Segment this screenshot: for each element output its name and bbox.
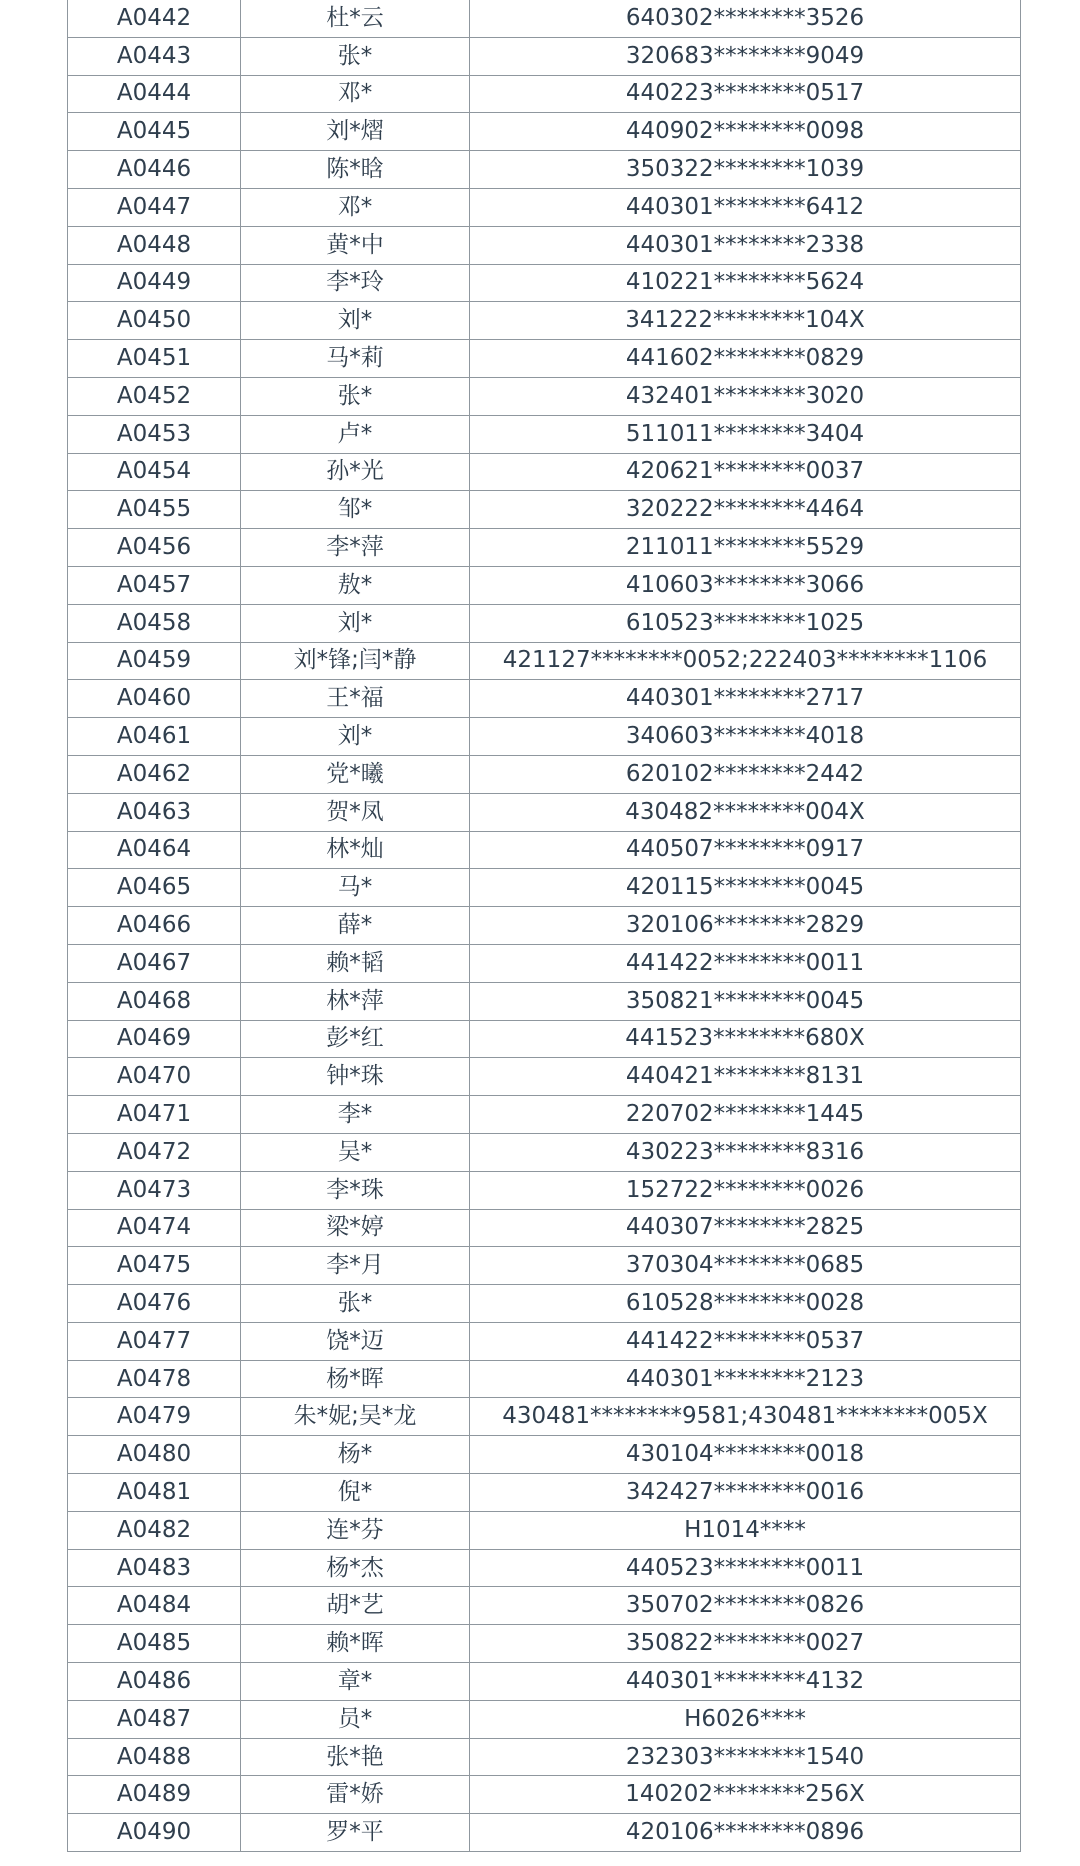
masked-name-cell: 孙*光 <box>241 453 470 491</box>
masked-id-number-cell: 440301********2717 <box>470 680 1021 718</box>
masked-name-cell: 连*芬 <box>241 1511 470 1549</box>
serial-number-cell: A0459 <box>68 642 241 680</box>
table-row <box>68 377 1021 415</box>
table-row <box>68 113 1021 151</box>
serial-number-cell: A0444 <box>68 75 241 113</box>
table-row <box>68 1285 1021 1323</box>
masked-id-number-cell: 440307********2825 <box>470 1209 1021 1247</box>
table-row <box>68 1738 1021 1776</box>
serial-number-cell: A0451 <box>68 340 241 378</box>
masked-name-cell: 李* <box>241 1096 470 1134</box>
masked-name-cell: 钟*珠 <box>241 1058 470 1096</box>
serial-number-cell: A0466 <box>68 907 241 945</box>
masked-id-number-cell: 420106********0896 <box>470 1814 1021 1852</box>
masked-name-cell: 张* <box>241 377 470 415</box>
masked-name-cell: 敖* <box>241 566 470 604</box>
masked-name-cell: 张*艳 <box>241 1738 470 1776</box>
serial-number-cell: A0477 <box>68 1322 241 1360</box>
table-row <box>68 982 1021 1020</box>
table-row <box>68 718 1021 756</box>
serial-number-cell: A0452 <box>68 377 241 415</box>
serial-number-cell: A0449 <box>68 264 241 302</box>
masked-id-number-cell: 640302********3526 <box>470 0 1021 37</box>
serial-number-cell: A0463 <box>68 793 241 831</box>
serial-number-cell: A0475 <box>68 1247 241 1285</box>
serial-number-cell: A0448 <box>68 226 241 264</box>
table-row <box>68 1058 1021 1096</box>
masked-id-number-cell: 320683********9049 <box>470 37 1021 75</box>
serial-number-cell: A0465 <box>68 869 241 907</box>
serial-number-cell: A0456 <box>68 529 241 567</box>
serial-number-cell: A0485 <box>68 1625 241 1663</box>
masked-name-cell: 刘* <box>241 718 470 756</box>
table-row <box>68 1814 1021 1852</box>
serial-number-cell: A0458 <box>68 604 241 642</box>
masked-name-cell: 赖*晖 <box>241 1625 470 1663</box>
masked-name-cell: 李*珠 <box>241 1171 470 1209</box>
masked-name-cell: 贺*凤 <box>241 793 470 831</box>
table-row <box>68 1133 1021 1171</box>
masked-id-number-cell: 440301********4132 <box>470 1663 1021 1701</box>
masked-id-number-cell: 440523********0011 <box>470 1549 1021 1587</box>
table-row <box>68 340 1021 378</box>
masked-name-cell: 薛* <box>241 907 470 945</box>
masked-id-number-cell: H1014**** <box>470 1511 1021 1549</box>
serial-number-cell: A0489 <box>68 1776 241 1814</box>
table-row <box>68 680 1021 718</box>
table-row <box>68 302 1021 340</box>
serial-number-cell: A0479 <box>68 1398 241 1436</box>
table-row <box>68 453 1021 491</box>
masked-name-cell: 员* <box>241 1700 470 1738</box>
applicant-table <box>67 0 1021 1852</box>
masked-name-cell: 刘*熠 <box>241 113 470 151</box>
table-row <box>68 1209 1021 1247</box>
masked-name-cell: 刘* <box>241 302 470 340</box>
serial-number-cell: A0461 <box>68 718 241 756</box>
table-row <box>68 151 1021 189</box>
table-row <box>68 1096 1021 1134</box>
table-row <box>68 1587 1021 1625</box>
serial-number-cell: A0462 <box>68 755 241 793</box>
masked-name-cell: 李*萍 <box>241 529 470 567</box>
table-row <box>68 1171 1021 1209</box>
serial-number-cell: A0486 <box>68 1663 241 1701</box>
serial-number-cell: A0468 <box>68 982 241 1020</box>
masked-id-number-cell: 440507********0917 <box>470 831 1021 869</box>
masked-name-cell: 张* <box>241 1285 470 1323</box>
table-row <box>68 1436 1021 1474</box>
masked-id-number-cell: 370304********0685 <box>470 1247 1021 1285</box>
table-row <box>68 1700 1021 1738</box>
serial-number-cell: A0482 <box>68 1511 241 1549</box>
masked-name-cell: 章* <box>241 1663 470 1701</box>
masked-id-number-cell: 211011********5529 <box>470 529 1021 567</box>
masked-name-cell: 朱*妮;吴*龙 <box>241 1398 470 1436</box>
table-row <box>68 1398 1021 1436</box>
masked-name-cell: 邹* <box>241 491 470 529</box>
serial-number-cell: A0445 <box>68 113 241 151</box>
table-row <box>68 944 1021 982</box>
serial-number-cell: A0483 <box>68 1549 241 1587</box>
table-row <box>68 642 1021 680</box>
serial-number-cell: A0470 <box>68 1058 241 1096</box>
masked-name-cell: 杨* <box>241 1436 470 1474</box>
table-row <box>68 1625 1021 1663</box>
masked-name-cell: 杨*晖 <box>241 1360 470 1398</box>
masked-id-number-cell: 410603********3066 <box>470 566 1021 604</box>
masked-id-number-cell: 511011********3404 <box>470 415 1021 453</box>
table-row <box>68 755 1021 793</box>
masked-name-cell: 刘* <box>241 604 470 642</box>
masked-id-number-cell: 340603********4018 <box>470 718 1021 756</box>
serial-number-cell: A0453 <box>68 415 241 453</box>
masked-id-number-cell: H6026**** <box>470 1700 1021 1738</box>
masked-id-number-cell: 140202********256X <box>470 1776 1021 1814</box>
masked-id-number-cell: 441422********0537 <box>470 1322 1021 1360</box>
serial-number-cell: A0442 <box>68 0 241 37</box>
masked-id-number-cell: 440301********2123 <box>470 1360 1021 1398</box>
table-row <box>68 604 1021 642</box>
masked-id-number-cell: 441422********0011 <box>470 944 1021 982</box>
masked-id-number-cell: 430223********8316 <box>470 1133 1021 1171</box>
table-row <box>68 1776 1021 1814</box>
masked-id-number-cell: 441602********0829 <box>470 340 1021 378</box>
masked-name-cell: 雷*娇 <box>241 1776 470 1814</box>
table-row <box>68 264 1021 302</box>
masked-id-number-cell: 421127********0052;222403********1106 <box>470 642 1021 680</box>
table-row <box>68 907 1021 945</box>
masked-name-cell: 杜*云 <box>241 0 470 37</box>
serial-number-cell: A0472 <box>68 1133 241 1171</box>
masked-id-number-cell: 320106********2829 <box>470 907 1021 945</box>
serial-number-cell: A0457 <box>68 566 241 604</box>
table-row <box>68 1549 1021 1587</box>
masked-id-number-cell: 350822********0027 <box>470 1625 1021 1663</box>
masked-name-cell: 党*曦 <box>241 755 470 793</box>
masked-id-number-cell: 320222********4464 <box>470 491 1021 529</box>
masked-id-number-cell: 152722********0026 <box>470 1171 1021 1209</box>
applicant-table-body <box>68 0 1021 1852</box>
masked-name-cell: 卢* <box>241 415 470 453</box>
masked-name-cell: 倪* <box>241 1474 470 1512</box>
masked-name-cell: 饶*迈 <box>241 1322 470 1360</box>
table-row <box>68 0 1021 37</box>
table-row <box>68 1020 1021 1058</box>
serial-number-cell: A0460 <box>68 680 241 718</box>
masked-id-number-cell: 441523********680X <box>470 1020 1021 1058</box>
masked-name-cell: 罗*平 <box>241 1814 470 1852</box>
masked-name-cell: 吴* <box>241 1133 470 1171</box>
masked-name-cell: 张* <box>241 37 470 75</box>
masked-name-cell: 邓* <box>241 188 470 226</box>
masked-id-number-cell: 430482********004X <box>470 793 1021 831</box>
masked-id-number-cell: 440421********8131 <box>470 1058 1021 1096</box>
serial-number-cell: A0473 <box>68 1171 241 1209</box>
serial-number-cell: A0455 <box>68 491 241 529</box>
serial-number-cell: A0467 <box>68 944 241 982</box>
masked-id-number-cell: 440223********0517 <box>470 75 1021 113</box>
table-row <box>68 1663 1021 1701</box>
masked-name-cell: 陈*晗 <box>241 151 470 189</box>
serial-number-cell: A0443 <box>68 37 241 75</box>
masked-name-cell: 林*灿 <box>241 831 470 869</box>
masked-name-cell: 梁*婷 <box>241 1209 470 1247</box>
serial-number-cell: A0474 <box>68 1209 241 1247</box>
serial-number-cell: A0487 <box>68 1700 241 1738</box>
serial-number-cell: A0464 <box>68 831 241 869</box>
table-row <box>68 75 1021 113</box>
serial-number-cell: A0471 <box>68 1096 241 1134</box>
table-row <box>68 415 1021 453</box>
masked-name-cell: 彭*红 <box>241 1020 470 1058</box>
masked-id-number-cell: 620102********2442 <box>470 755 1021 793</box>
serial-number-cell: A0480 <box>68 1436 241 1474</box>
masked-id-number-cell: 232303********1540 <box>470 1738 1021 1776</box>
masked-id-number-cell: 420621********0037 <box>470 453 1021 491</box>
serial-number-cell: A0484 <box>68 1587 241 1625</box>
serial-number-cell: A0481 <box>68 1474 241 1512</box>
table-row <box>68 529 1021 567</box>
masked-id-number-cell: 350821********0045 <box>470 982 1021 1020</box>
table-row <box>68 831 1021 869</box>
masked-name-cell: 李*玲 <box>241 264 470 302</box>
table-row <box>68 566 1021 604</box>
masked-id-number-cell: 440301********6412 <box>470 188 1021 226</box>
table-row <box>68 1360 1021 1398</box>
masked-name-cell: 马* <box>241 869 470 907</box>
masked-id-number-cell: 440902********0098 <box>470 113 1021 151</box>
masked-id-number-cell: 430104********0018 <box>470 1436 1021 1474</box>
masked-name-cell: 李*月 <box>241 1247 470 1285</box>
serial-number-cell: A0476 <box>68 1285 241 1323</box>
masked-name-cell: 黄*中 <box>241 226 470 264</box>
masked-name-cell: 邓* <box>241 75 470 113</box>
masked-id-number-cell: 420115********0045 <box>470 869 1021 907</box>
serial-number-cell: A0447 <box>68 188 241 226</box>
table-row <box>68 1474 1021 1512</box>
masked-id-number-cell: 610528********0028 <box>470 1285 1021 1323</box>
masked-name-cell: 刘*锋;闫*静 <box>241 642 470 680</box>
serial-number-cell: A0454 <box>68 453 241 491</box>
serial-number-cell: A0488 <box>68 1738 241 1776</box>
masked-id-number-cell: 342427********0016 <box>470 1474 1021 1512</box>
masked-id-number-cell: 341222********104X <box>470 302 1021 340</box>
masked-name-cell: 杨*杰 <box>241 1549 470 1587</box>
masked-name-cell: 林*萍 <box>241 982 470 1020</box>
masked-id-number-cell: 410221********5624 <box>470 264 1021 302</box>
masked-id-number-cell: 220702********1445 <box>470 1096 1021 1134</box>
table-row <box>68 491 1021 529</box>
serial-number-cell: A0490 <box>68 1814 241 1852</box>
masked-name-cell: 赖*韬 <box>241 944 470 982</box>
serial-number-cell: A0450 <box>68 302 241 340</box>
masked-id-number-cell: 350702********0826 <box>470 1587 1021 1625</box>
table-row <box>68 1322 1021 1360</box>
serial-number-cell: A0446 <box>68 151 241 189</box>
serial-number-cell: A0469 <box>68 1020 241 1058</box>
masked-id-number-cell: 432401********3020 <box>470 377 1021 415</box>
table-row <box>68 1511 1021 1549</box>
table-row <box>68 226 1021 264</box>
table-row <box>68 793 1021 831</box>
masked-id-number-cell: 350322********1039 <box>470 151 1021 189</box>
table-row <box>68 869 1021 907</box>
table-row <box>68 188 1021 226</box>
masked-id-number-cell: 430481********9581;430481********005X <box>470 1398 1021 1436</box>
masked-id-number-cell: 440301********2338 <box>470 226 1021 264</box>
table-row <box>68 37 1021 75</box>
serial-number-cell: A0478 <box>68 1360 241 1398</box>
masked-name-cell: 马*莉 <box>241 340 470 378</box>
masked-name-cell: 王*福 <box>241 680 470 718</box>
masked-name-cell: 胡*艺 <box>241 1587 470 1625</box>
masked-id-number-cell: 610523********1025 <box>470 604 1021 642</box>
table-row <box>68 1247 1021 1285</box>
